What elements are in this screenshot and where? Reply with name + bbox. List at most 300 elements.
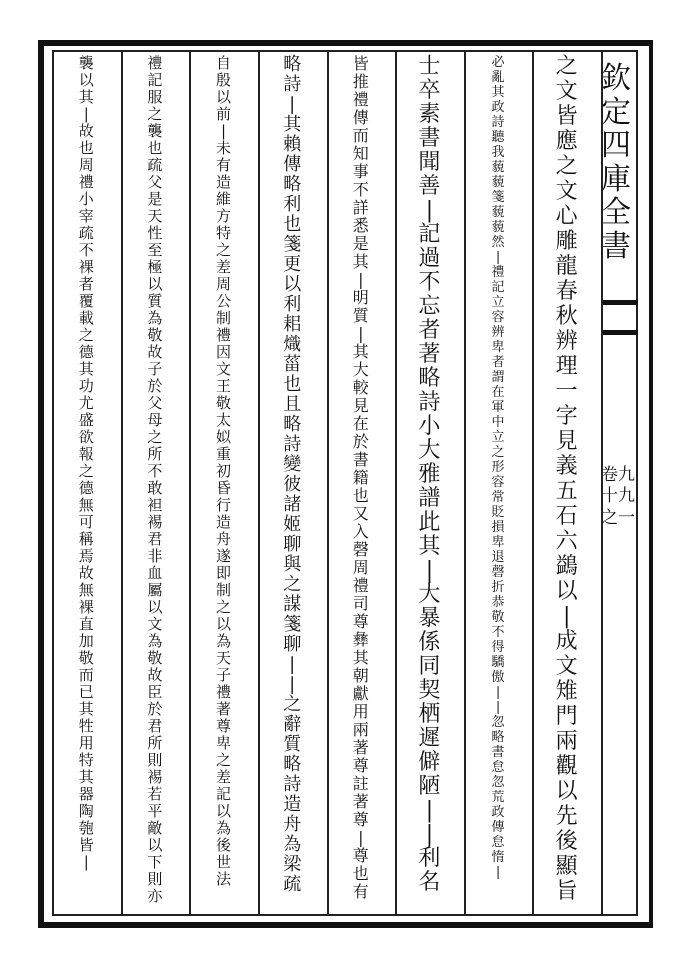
- glyph: 傳: [352, 108, 369, 127]
- glyph: 大: [418, 582, 441, 607]
- glyph: 以: [555, 779, 578, 804]
- book-margin: [601, 50, 638, 916]
- glyph: 尊: [352, 846, 369, 865]
- glyph: 其: [491, 85, 505, 100]
- glyph: 卑: [491, 340, 505, 355]
- glyph: 君: [147, 717, 163, 735]
- glyph: |: [83, 105, 89, 123]
- column-rule: [258, 50, 260, 916]
- glyph: 善: [418, 174, 441, 199]
- glyph: 中: [491, 415, 505, 430]
- glyph: 造: [216, 173, 232, 191]
- glyph: 常: [491, 490, 505, 505]
- glyph: 以: [147, 275, 163, 293]
- glyph: 箋: [283, 234, 302, 255]
- glyph: 磬: [352, 540, 369, 559]
- glyph: 之: [216, 598, 232, 616]
- glyph: 聽: [491, 130, 505, 145]
- glyph: 法: [216, 870, 232, 888]
- glyph: 焉: [78, 547, 94, 565]
- glyph: 悉: [352, 216, 369, 235]
- glyph: 非: [147, 547, 163, 565]
- glyph: 雕: [555, 229, 578, 254]
- glyph: 聊: [283, 634, 302, 655]
- glyph: 敬: [78, 649, 94, 667]
- glyph: 著: [418, 342, 441, 367]
- glyph: 盛: [78, 411, 94, 429]
- glyph: 書: [491, 745, 505, 760]
- glyph: 有: [352, 882, 369, 901]
- glyph: 者: [491, 355, 505, 370]
- glyph: 利: [283, 194, 302, 215]
- glyph: 周: [216, 275, 232, 293]
- glyph: 以: [147, 598, 163, 616]
- glyph: 不: [491, 625, 505, 640]
- glyph: 姬: [283, 514, 302, 535]
- glyph: 變: [283, 454, 302, 475]
- glyph: 書: [418, 126, 441, 151]
- glyph: 尤: [78, 394, 94, 412]
- glyph: 藐: [491, 175, 505, 190]
- glyph: 雉: [555, 679, 578, 704]
- text-column: [209, 56, 239, 889]
- glyph: 其: [283, 114, 302, 135]
- glyph: 一: [555, 379, 578, 404]
- glyph: 所: [147, 445, 163, 463]
- glyph: 箋: [283, 614, 302, 635]
- glyph: 素: [418, 102, 441, 127]
- glyph: 推: [352, 72, 369, 91]
- glyph: 入: [352, 522, 369, 541]
- glyph: 不: [418, 270, 441, 295]
- glyph: 利: [418, 846, 441, 871]
- glyph: 此: [418, 510, 441, 535]
- glyph: 字: [555, 404, 578, 429]
- glyph: |: [358, 270, 364, 289]
- glyph: 陶: [78, 802, 94, 820]
- glyph: 門: [555, 704, 578, 729]
- glyph: 敵: [147, 819, 163, 837]
- glyph: 春: [555, 279, 578, 304]
- glyph: 器: [78, 785, 94, 803]
- column-rule: [189, 50, 191, 916]
- glyph: 之: [555, 154, 578, 179]
- glyph: 以: [216, 88, 232, 106]
- glyph: 裼: [147, 768, 163, 786]
- glyph: 即: [216, 564, 232, 582]
- glyph: 陋: [418, 774, 441, 799]
- glyph: 之: [78, 326, 94, 344]
- glyph: 其: [352, 342, 369, 361]
- glyph: 旨: [555, 879, 578, 904]
- glyph: 之: [491, 445, 505, 460]
- glyph: 應: [555, 129, 578, 154]
- glyph: 傳: [283, 154, 302, 175]
- glyph: 龍: [555, 254, 578, 279]
- glyph: 熾: [283, 334, 302, 355]
- glyph: 也: [352, 486, 369, 505]
- glyph: 亂: [491, 70, 505, 85]
- glyph: 之: [78, 462, 94, 480]
- glyph: 禮: [78, 173, 94, 191]
- column-rule: [601, 50, 603, 916]
- glyph: 知: [352, 144, 369, 163]
- glyph: 自: [216, 54, 232, 72]
- glyph: 制: [216, 581, 232, 599]
- glyph: 直: [78, 615, 94, 633]
- glyph: 記: [418, 222, 441, 247]
- glyph: 質: [147, 292, 163, 310]
- glyph: 略: [283, 54, 302, 75]
- column-rule: [464, 50, 466, 916]
- glyph: 襲: [147, 122, 163, 140]
- glyph: 觀: [555, 754, 578, 779]
- glyph: 造: [216, 513, 232, 531]
- column-rule: [327, 50, 329, 916]
- glyph: 血: [147, 564, 163, 582]
- glyph: 藐: [491, 205, 505, 220]
- glyph: 容: [491, 310, 505, 325]
- glyph: 顯: [555, 854, 578, 879]
- glyph: 義: [555, 454, 578, 479]
- glyph: 報: [78, 445, 94, 463]
- glyph: 殷: [216, 71, 232, 89]
- glyph: 記: [147, 71, 163, 89]
- glyph: 且: [283, 394, 302, 415]
- glyph: 若: [147, 785, 163, 803]
- glyph: 石: [555, 504, 578, 529]
- glyph: 之: [283, 574, 302, 595]
- glyph: 立: [491, 295, 505, 310]
- glyph: 母: [147, 411, 163, 429]
- glyph: 也: [147, 139, 163, 157]
- glyph: 耜: [283, 314, 302, 335]
- glyph: |: [289, 94, 296, 115]
- glyph: 著: [352, 738, 369, 757]
- glyph: 遲: [418, 726, 441, 751]
- glyph: 辭: [283, 714, 302, 735]
- text-column: [483, 56, 513, 881]
- glyph: 為: [147, 632, 163, 650]
- column-rule: [121, 50, 123, 916]
- glyph: 註: [352, 774, 369, 793]
- glyph: 心: [555, 204, 578, 229]
- glyph: 成: [555, 629, 578, 654]
- glyph: |: [425, 558, 434, 583]
- glyph: 形: [491, 460, 505, 475]
- glyph: 極: [147, 258, 163, 276]
- glyph: 在: [352, 414, 369, 433]
- text-column: [140, 56, 170, 906]
- glyph: 過: [418, 246, 441, 271]
- glyph: 禮: [352, 576, 369, 595]
- glyph: 之: [216, 751, 232, 769]
- glyph: 尊: [216, 717, 232, 735]
- glyph: 容: [491, 475, 505, 490]
- glyph: 者: [78, 275, 94, 293]
- glyph: 為: [147, 309, 163, 327]
- glyph: |: [495, 685, 501, 700]
- glyph: 驕: [491, 655, 505, 670]
- glyph: 下: [147, 853, 163, 871]
- glyph: 未: [216, 139, 232, 157]
- glyph: 忽: [491, 775, 505, 790]
- glyph: 在: [491, 385, 505, 400]
- glyph: 藐: [491, 220, 505, 235]
- glyph: 略: [283, 414, 302, 435]
- glyph: 又: [352, 504, 369, 523]
- glyph: 不: [352, 180, 369, 199]
- glyph: 文: [216, 360, 232, 378]
- glyph: 禮: [491, 265, 505, 280]
- glyph: 服: [147, 88, 163, 106]
- glyph: 係: [418, 630, 441, 655]
- glyph: 敢: [147, 479, 163, 497]
- glyph: 司: [352, 594, 369, 613]
- glyph: 與: [283, 554, 302, 575]
- glyph: 士: [418, 54, 441, 79]
- glyph: 之: [216, 241, 232, 259]
- glyph: 略: [283, 174, 302, 195]
- column-rule: [395, 50, 397, 916]
- glyph: 五: [555, 479, 578, 504]
- glyph: 之: [147, 105, 163, 123]
- glyph: 是: [352, 234, 369, 253]
- glyph: 記: [216, 785, 232, 803]
- glyph: 敬: [147, 649, 163, 667]
- glyph: 父: [147, 173, 163, 191]
- glyph: 諸: [283, 494, 302, 515]
- glyph: |: [358, 828, 364, 847]
- book-title: 欽定四庫全書: [601, 61, 631, 264]
- glyph: 世: [216, 853, 232, 871]
- glyph: |: [495, 250, 501, 265]
- glyph: 惰: [491, 850, 505, 865]
- glyph: 略: [418, 366, 441, 391]
- glyph: 皆: [78, 836, 94, 854]
- glyph: 特: [78, 751, 94, 769]
- glyph: 屬: [147, 581, 163, 599]
- margin-bar: [601, 300, 638, 305]
- glyph: 栖: [418, 702, 441, 727]
- glyph: 於: [147, 700, 163, 718]
- glyph: |: [425, 198, 434, 223]
- glyph: 無: [78, 496, 94, 514]
- glyph: 見: [352, 396, 369, 415]
- glyph: 於: [147, 377, 163, 395]
- margin-bar: [601, 330, 638, 335]
- glyph: 之: [555, 54, 578, 79]
- glyph: 禮: [147, 54, 163, 72]
- glyph: 以: [78, 71, 94, 89]
- glyph: 以: [216, 802, 232, 820]
- glyph: 裸: [78, 258, 94, 276]
- glyph: 詩: [491, 115, 505, 130]
- glyph: 其: [352, 252, 369, 271]
- glyph: 昏: [216, 479, 232, 497]
- glyph: 欲: [78, 428, 94, 446]
- glyph: 文: [555, 654, 578, 679]
- glyph: 故: [147, 666, 163, 684]
- glyph: 辨: [491, 325, 505, 340]
- glyph: 敬: [147, 326, 163, 344]
- text-column: [346, 56, 376, 902]
- glyph: 先: [555, 804, 578, 829]
- glyph: 小: [78, 190, 94, 208]
- glyph: 詩: [283, 74, 302, 95]
- glyph: 朝: [352, 666, 369, 685]
- glyph: 菑: [283, 354, 302, 375]
- glyph: 疏: [283, 874, 302, 895]
- text-column: [414, 56, 444, 896]
- glyph: 同: [418, 654, 441, 679]
- glyph: 僻: [418, 750, 441, 775]
- glyph: 平: [147, 802, 163, 820]
- glyph: 籍: [352, 468, 369, 487]
- glyph: 見: [555, 429, 578, 454]
- glyph: 質: [283, 734, 302, 755]
- glyph: 敬: [491, 610, 505, 625]
- glyph: 小: [418, 414, 441, 439]
- glyph: 方: [216, 207, 232, 225]
- glyph: 其: [78, 360, 94, 378]
- glyph: 裼: [147, 513, 163, 531]
- glyph: 以: [147, 836, 163, 854]
- glyph: 宰: [78, 207, 94, 225]
- glyph: 辨: [555, 329, 578, 354]
- glyph: 其: [418, 534, 441, 559]
- glyph: 已: [78, 683, 94, 701]
- glyph: 卒: [418, 78, 441, 103]
- glyph: 可: [78, 513, 94, 531]
- glyph: 是: [147, 190, 163, 208]
- glyph: 記: [491, 280, 505, 295]
- glyph: 為: [283, 834, 302, 855]
- glyph: 不: [147, 462, 163, 480]
- glyph: 於: [352, 432, 369, 451]
- glyph: 必: [491, 55, 505, 70]
- glyph: 箋: [491, 190, 505, 205]
- glyph: 雅: [418, 462, 441, 487]
- glyph: 王: [216, 377, 232, 395]
- glyph: 重: [216, 445, 232, 463]
- glyph: 詩: [418, 390, 441, 415]
- glyph: 折: [491, 580, 505, 595]
- glyph: 詩: [283, 774, 302, 795]
- glyph: 貶: [491, 505, 505, 520]
- glyph: 書: [352, 450, 369, 469]
- glyph: 兩: [352, 720, 369, 739]
- glyph: 藐: [491, 160, 505, 175]
- text-column: [552, 56, 582, 906]
- glyph: 卑: [491, 535, 505, 550]
- glyph: 德: [78, 479, 94, 497]
- glyph: 至: [147, 241, 163, 259]
- glyph: 敬: [216, 394, 232, 412]
- glyph: 六: [555, 529, 578, 554]
- glyph: 著: [352, 792, 369, 811]
- glyph: 所: [147, 734, 163, 752]
- glyph: 以: [283, 274, 302, 295]
- glyph: 契: [418, 678, 441, 703]
- glyph: 略: [283, 754, 302, 775]
- glyph: 以: [555, 579, 578, 604]
- glyph: 傲: [491, 670, 505, 685]
- glyph: 忘: [418, 294, 441, 319]
- glyph: 彝: [352, 630, 369, 649]
- glyph: 子: [216, 666, 232, 684]
- glyph: 德: [78, 343, 94, 361]
- glyph: 則: [147, 870, 163, 888]
- glyph: |: [562, 604, 571, 629]
- glyph: 故: [78, 564, 94, 582]
- glyph: 著: [216, 700, 232, 718]
- glyph: 怠: [491, 760, 505, 775]
- glyph: 聞: [418, 150, 441, 175]
- glyph: 理: [555, 354, 578, 379]
- glyph: 袒: [147, 496, 163, 514]
- glyph: 譜: [418, 486, 441, 511]
- glyph: |: [495, 865, 501, 880]
- glyph: 而: [78, 666, 94, 684]
- glyph: 疏: [78, 224, 94, 242]
- glyph: 也: [283, 374, 302, 395]
- glyph: 略: [491, 730, 505, 745]
- glyph: |: [289, 654, 296, 675]
- glyph: 政: [491, 100, 505, 115]
- glyph: 制: [216, 309, 232, 327]
- glyph: 聊: [283, 534, 302, 555]
- text-column: [71, 56, 101, 872]
- glyph: 不: [78, 241, 94, 259]
- glyph: 覆: [78, 292, 94, 310]
- glyph: 之: [147, 428, 163, 446]
- glyph: 加: [78, 632, 94, 650]
- glyph: 事: [352, 162, 369, 181]
- glyph: 公: [216, 292, 232, 310]
- glyph: 載: [78, 309, 94, 327]
- glyph: |: [289, 674, 296, 695]
- volume-label: 卷九十九之一: [601, 465, 635, 528]
- glyph: 賴: [283, 134, 302, 155]
- glyph: 秋: [555, 304, 578, 329]
- glyph: 也: [352, 864, 369, 883]
- glyph: 也: [283, 214, 302, 235]
- glyph: 獻: [352, 684, 369, 703]
- glyph: 尊: [352, 810, 369, 829]
- glyph: 周: [352, 558, 369, 577]
- glyph: 造: [283, 794, 302, 815]
- glyph: 以: [216, 615, 232, 633]
- glyph: 更: [283, 254, 302, 275]
- glyph: 則: [147, 751, 163, 769]
- glyph: 裸: [78, 598, 94, 616]
- glyph: 質: [352, 306, 369, 325]
- glyph: 天: [147, 207, 163, 225]
- glyph: 其: [352, 648, 369, 667]
- glyph: 行: [216, 496, 232, 514]
- glyph: 襲: [78, 54, 94, 72]
- glyph: 卑: [216, 734, 232, 752]
- glyph: 初: [216, 462, 232, 480]
- glyph: 傳: [491, 820, 505, 835]
- glyph: 後: [555, 829, 578, 854]
- glyph: 其: [78, 700, 94, 718]
- glyph: 尊: [352, 612, 369, 631]
- glyph: 舟: [216, 530, 232, 548]
- glyph: 子: [147, 360, 163, 378]
- glyph: 尊: [352, 756, 369, 775]
